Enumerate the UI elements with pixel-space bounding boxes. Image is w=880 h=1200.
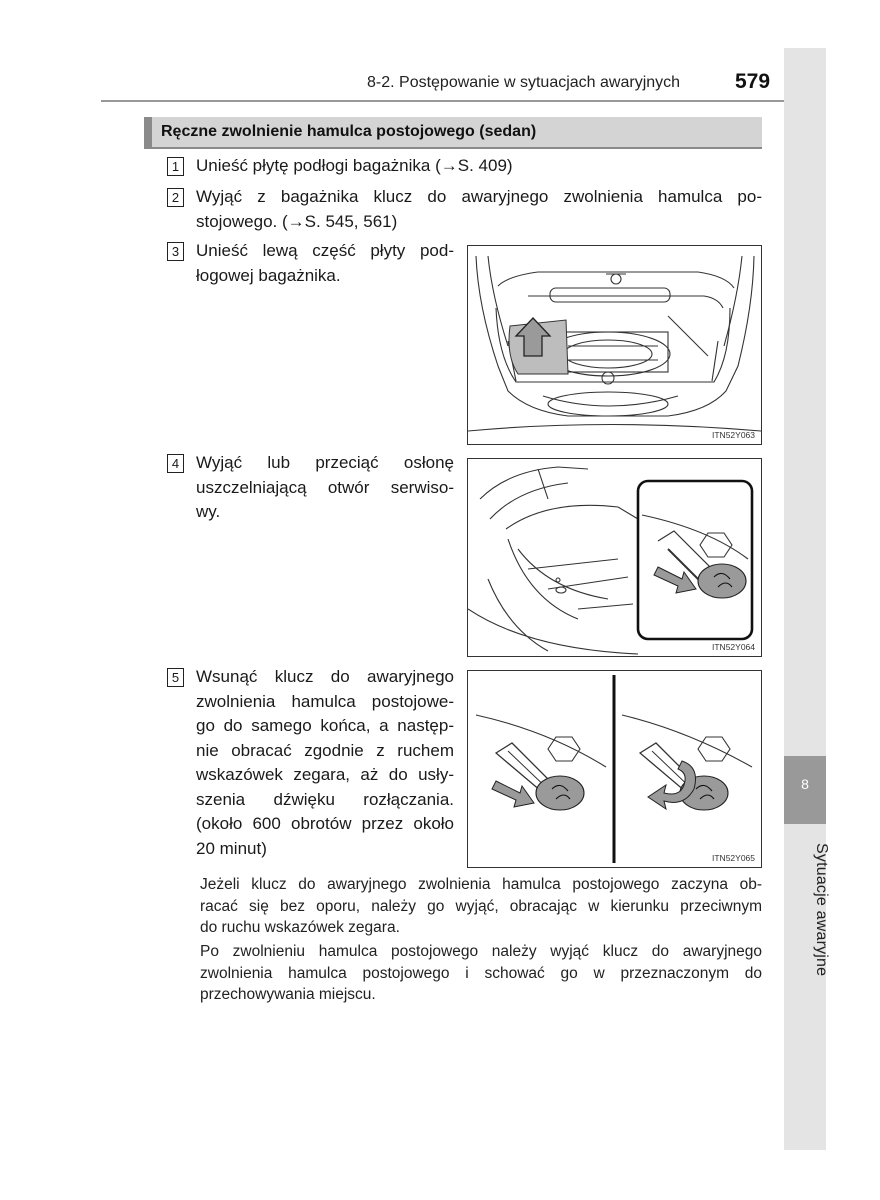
running-header: 8-2. Postępowanie w sytuacjach awaryjnych [367,74,681,91]
step-2-line: stojowego. (→S. 545, 561) [196,211,398,231]
step-5-text [196,665,454,861]
step-5-line: zwolnienia hamulca postojowe- [196,691,454,711]
note-line: Po zwolnieniu hamulca postojowego należy wyjąć klucz do awaryjnego [200,943,762,960]
trunk-floor-lift-illustration-icon [468,246,761,444]
figure-code: ITN52Y063 [712,430,755,440]
note-line: zwolnienia hamulca postojowego i schować go w przeznaczonym do [200,964,762,982]
figure-key-insert [467,670,762,868]
service-hole-cover-illustration-icon [468,459,761,656]
key-insert-rotate-illustration-icon [468,671,761,867]
figure-trunk-floor [467,245,762,445]
step-5-line: Wsunąć klucz do awaryjnego [196,667,454,686]
note-loose-key [200,874,762,939]
step-number-2: 2 [167,188,184,207]
step-5-line: go do samego końca, a następ- [196,716,454,735]
step-4-line: uszczelniającą otwór serwiso- [196,477,454,497]
note-line: do ruchu wskazówek zegara. [200,919,400,936]
chapter-tab-number: 8 [784,756,826,824]
page-number: 579 [735,70,771,93]
step-number-1: 1 [167,157,184,176]
note-line: Jeżeli klucz do awaryjnego zwolnienia hamulca postojowego zaczyna ob- [200,876,762,893]
step-1-line: Unieść płytę podłogi bagażnika (→S. 409) [196,156,513,175]
step-5-line: nie obracać zgodnie z ruchem [196,740,454,760]
step-5-line: szenia dźwięku rozłączania. [196,789,454,809]
step-4-line: wy. [196,502,221,521]
section-title-accent [144,117,152,147]
step-number-5: 5 [167,668,184,687]
header-divider [101,100,784,102]
step-5-line: (około 600 obrotów przez około [196,814,454,833]
step-1-text [196,154,762,179]
note-store-key [200,941,762,1006]
step-5-line: wskazówek zegara, aż do usły- [196,765,454,784]
step-4-line: Wyjąć lub przeciąć osłonę [196,453,454,472]
figure-service-hole [467,458,762,657]
note-line: racać się bez oporu, należy go wyjąć, obracając w kierunku przeciwnym [200,897,762,915]
step-3-text [196,239,454,288]
step-2-line: Wyjąć z bagażnika klucz do awaryjnego zwolnienia hamulca po- [196,187,762,206]
figure-code: ITN52Y065 [712,853,755,863]
section-title-bar [144,117,762,149]
step-2-text [196,185,762,234]
step-5-line: 20 minut) [196,838,267,858]
figure-code: ITN52Y064 [712,642,755,652]
chapter-tab-label: Sytuacje awaryjne [813,843,830,977]
step-3-line: Unieść lewą część płyty pod- [196,241,454,260]
step-3-line: łogowej bagażnika. [196,265,341,285]
section-title: Ręczne zwolnienie hamulca postojowego (sedan) [161,123,537,140]
step-number-4: 4 [167,454,184,473]
step-number-3: 3 [167,242,184,261]
note-line: przechowywania miejscu. [200,986,376,1003]
step-4-text [196,451,454,525]
